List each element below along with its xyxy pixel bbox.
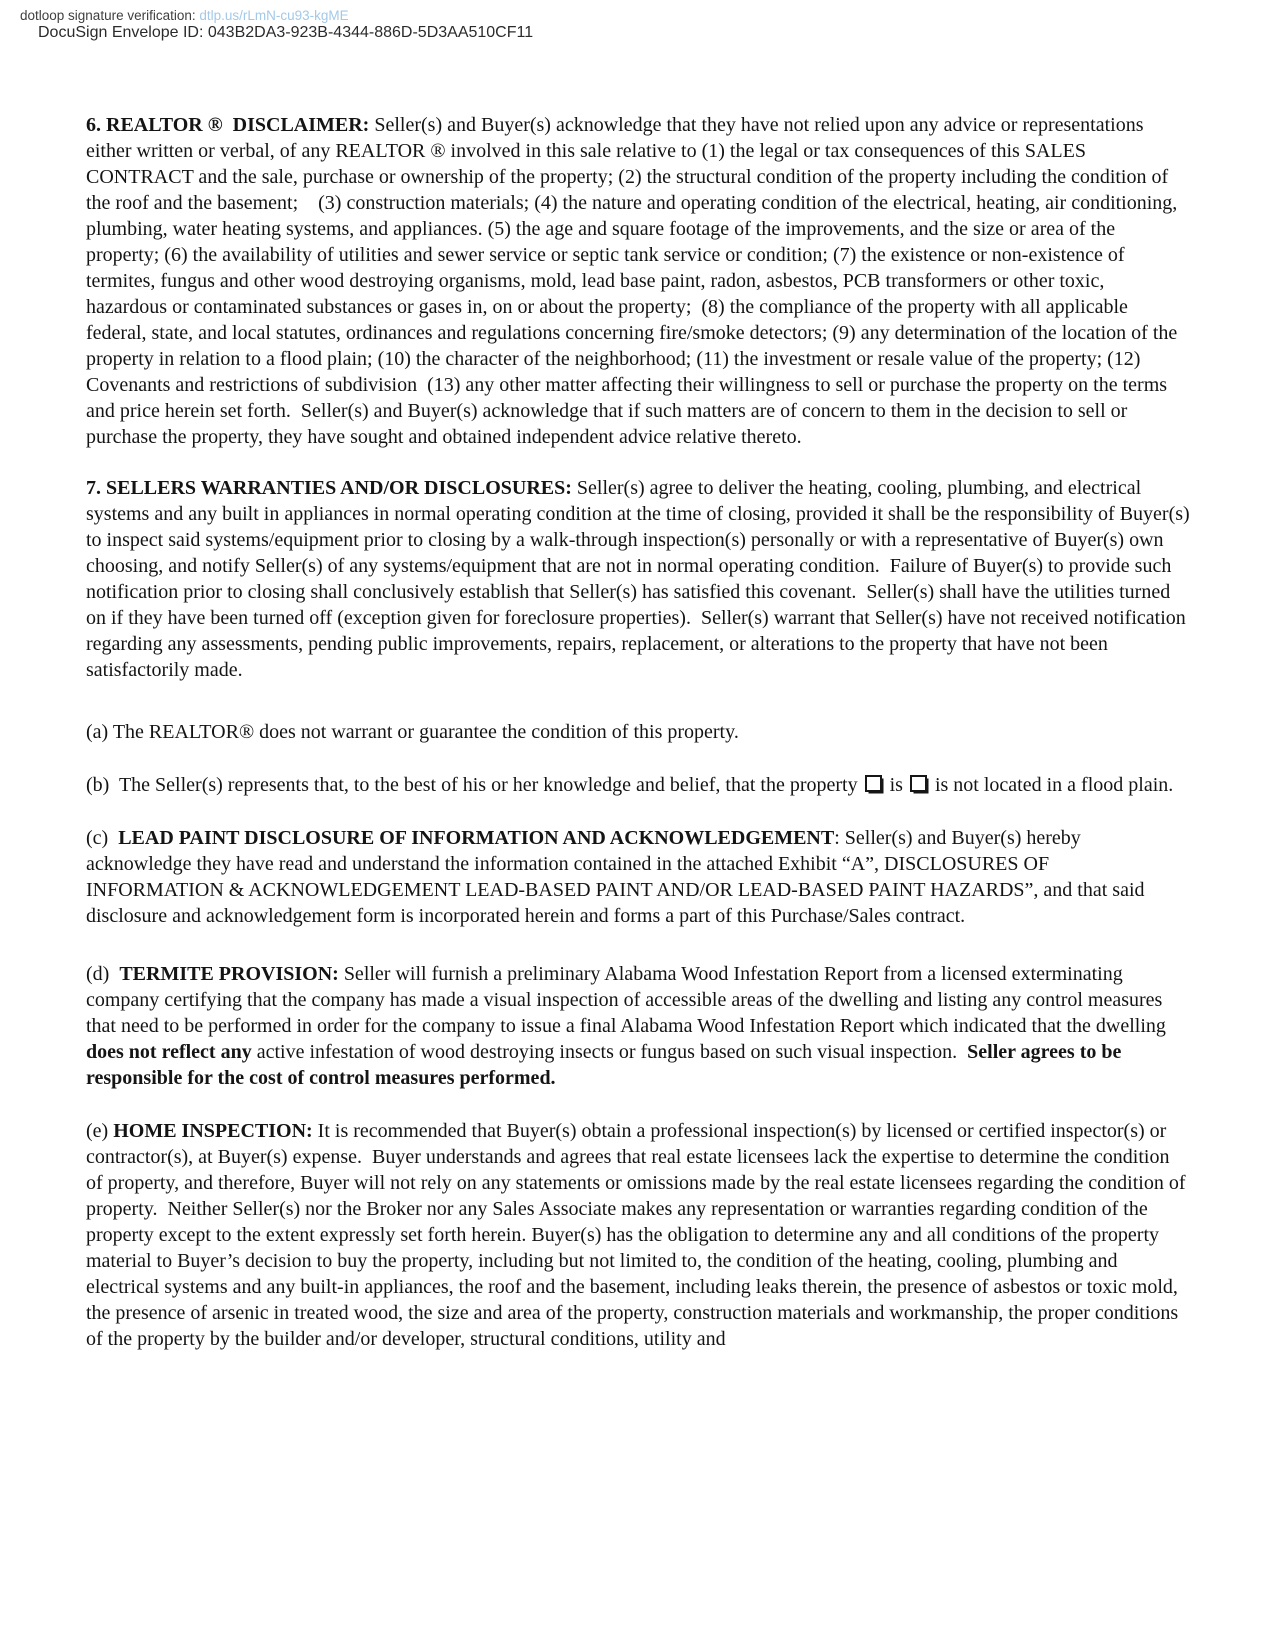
text-segment: Seller(s) agree to deliver the heating, cooling, plumbing, and electrical systems and any built in appliances in normal operating condition at the time of closing, provided it shall be the responsibility of Buyer(s) to inspect said systems/equipment prior to closing by a walk-through inspection(s) personally or with a representative of Buyer(s) own choosing, and notify Seller(s) of any systems/equipment that are not in normal operating condition. Failure of Buyer(s) to provide such notification prior to closing shall conclusively establish that Seller(s) has satisfied this covenant. Seller(s) shall have the utilities turned on if they have been turned off (exception given for foreclosure properties). Seller(s) warrant that Seller(s) have not received notification regarding any assessments, pending public improvements, repairs, replacement, or alterations to the property that have not been satisfactorily made. (86, 477, 1195, 681)
text-segment: : Seller(s) and Buyer(s) hereby acknowledge they have read and understand the information contained in the attached Exhibit “A”, DISCLOSURES OF INFORMATION & ACKNOWLEDGEMENT LEAD-BASED PAINT AND/OR LEAD-BASED PAINT HAZARDS”, and that said disclosure and acknowledgement form is incorporated herein and forms a part of this Purchase/Sales contract. (86, 827, 1150, 927)
item-a-realtor-no-warranty (86, 719, 1190, 745)
text-segment: (e) (86, 1120, 114, 1142)
text-segment: (a) The REALTOR® does not warrant or guarantee the condition of this property. (86, 721, 739, 743)
dotloop-verification-line (20, 8, 349, 23)
text-segment: is (884, 774, 908, 796)
section-7-sellers-warranties (86, 475, 1195, 683)
text-segment: is not located in a flood plain. (929, 774, 1174, 796)
text-segment: (c) (86, 827, 119, 849)
text-segment: Seller will furnish a preliminary Alabama Wood Infestation Report from a licensed exterminating company certifying that the company has made a visual inspection of accessible areas of the dwelling and listing any control measures that need to be performed in order for the company to issue a final Alabama Wood Infestation Report which indicated that the dwelling (86, 963, 1171, 1037)
dotloop-verification-link[interactable]: dtlp.us/rLmN-cu93-kgME (199, 8, 349, 23)
checkbox-icon[interactable] (865, 775, 882, 792)
text-segment: active infestation of wood destroying insects or fungus based on such visual inspection. (251, 1041, 968, 1063)
item-e-home-inspection (86, 1118, 1190, 1352)
checkbox-icon[interactable] (910, 775, 927, 792)
dotloop-verification-label: dotloop signature verification: (20, 8, 200, 23)
docusign-envelope-id: DocuSign Envelope ID: 043B2DA3-923B-4344-886D-5D3AA510CF11 (38, 24, 534, 41)
section-6-realtor-disclaimer (86, 112, 1190, 450)
text-segment: It is recommended that Buyer(s) obtain a professional inspection(s) by licensed or certified inspector(s) or contractor(s), at Buyer(s) expense. Buyer understands and agrees that real estate licensees lack the expertise to determine the condition of property, and therefore, Buyer will not rely on any statements or omissions made by the real estate licensees regarding the condition of property. Neither Seller(s) nor the Broker nor any Sales Associate makes any representation or warranties regarding condition of the property except to the extent expressly set forth herein. Buyer(s) has the obligation to determine any and all conditions of the property material to Buyer’s decision to buy the property, including but not limited to, the condition of the heating, cooling, plumbing and electrical systems and any built-in appliances, the roof and the basement, including leaks therein, the presence of asbestos or toxic mold, the presence of arsenic in treated wood, the size and area of the property, construction materials and workmanship, the proper conditions of the property by the builder and/or developer, structural conditions, utility and (86, 1120, 1191, 1350)
bold-text-segment: 6. REALTOR ® DISCLAIMER: (86, 114, 370, 136)
item-d-termite-provision (86, 961, 1190, 1091)
bold-text-segment: Seller agrees to be responsible for the cost of control measures performed. (86, 1041, 1127, 1089)
bold-text-segment: HOME INSPECTION: (113, 1120, 313, 1142)
contract-page-body (86, 112, 1195, 1352)
text-segment: Seller(s) and Buyer(s) acknowledge that they have not relied upon any advice or representations either written or verbal, of any REALTOR ® involved in this sale relative to (1) the legal or tax consequences of this SALES CONTRACT and the sale, purchase or ownership of the property; (2) the structural condition of the property including the condition of the roof and the basement; (3) construction materials; (4) the nature and operating condition of the electrical, heating, air conditioning, plumbing, water heating systems, and appliances. (5) the age and square footage of the improvements, and the size or area of the property; (6) the availability of utilities and sewer service or septic tank service or condition; (7) the existence or non-existence of termites, fungus and other wood destroying organisms, mold, lead base paint, radon, asbestos, PCB transformers or other toxic, hazardous or contaminated substances or gases in, on or about the property; (8) the compliance of the property with all applicable federal, state, and local statutes, ordinances and regulations concerning fire/smoke detectors; (9) any determination of the location of the property in relation to a flood plain; (10) the character of the neighborhood; (11) the investment or resale value of the property; (12) Covenants and restrictions of subdivision (13) any other matter affecting their willingness to sell or purchase the property on the terms and price herein set forth. Seller(s) and Buyer(s) acknowledge that if such matters are of concern to them in the decision to sell or purchase the property, they have sought and obtained independent advice relative thereto. (86, 114, 1183, 448)
bold-text-segment: does not reflect any (86, 1041, 252, 1063)
item-c-lead-paint-disclosure (86, 825, 1190, 929)
bold-text-segment: TERMITE PROVISION: (119, 963, 339, 985)
item-b-flood-plain-statement (86, 772, 1190, 798)
bold-text-segment: LEAD PAINT DISCLOSURE OF INFORMATION AND ACKNOWLEDGEMENT (118, 827, 835, 849)
text-segment: (d) (86, 963, 120, 985)
bold-text-segment: 7. SELLERS WARRANTIES AND/OR DISCLOSURES: (86, 477, 572, 499)
text-segment: (b) The Seller(s) represents that, to the best of his or her knowledge and belief, that the property (86, 774, 863, 796)
